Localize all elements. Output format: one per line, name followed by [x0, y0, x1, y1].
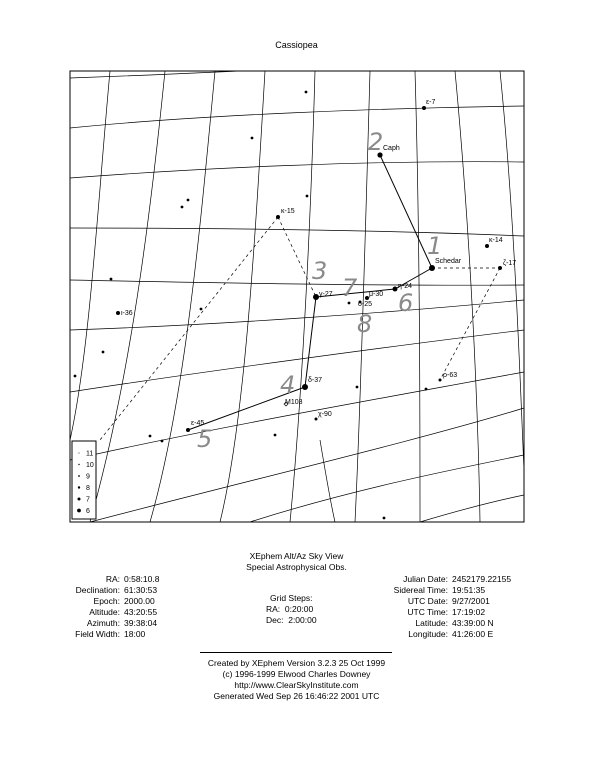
field-star: [102, 351, 105, 354]
grid-dec: Dec: 2:00:00: [266, 615, 317, 625]
star-label-e-7: ε-7: [426, 99, 436, 106]
legend-dot-8: [78, 486, 80, 488]
star-label-k-14: κ-14: [489, 237, 503, 244]
right-row: [380, 629, 493, 639]
star-label-m-30: μ-30: [369, 291, 384, 298]
field-star: [74, 375, 77, 378]
left-row: [50, 585, 157, 595]
star-label-o-25: ο-25: [358, 301, 373, 308]
right-label: UTC Time:: [407, 607, 448, 617]
right-value: 43:39:00 N: [452, 618, 494, 628]
field-star: [274, 434, 277, 437]
legend-label-7: 7: [86, 496, 90, 504]
right-row: [380, 596, 490, 606]
grid-steps-title: Grid Steps:: [270, 593, 313, 603]
star-p-63: [439, 379, 442, 382]
field-star: [187, 199, 190, 202]
field-star: [181, 206, 184, 209]
field-star: [306, 195, 309, 198]
field-star: [383, 517, 386, 520]
left-value: 43:20:55: [124, 607, 158, 617]
legend-label-6: 6: [86, 508, 90, 515]
right-label: Sidereal Time:: [393, 585, 448, 595]
right-label: UTC Date:: [407, 596, 448, 606]
field-star: [200, 308, 203, 311]
field-star: [110, 278, 113, 281]
star-e-7: [422, 106, 426, 110]
star-d-37: [302, 384, 308, 390]
right-row: [380, 618, 494, 628]
number-7: 7: [342, 274, 358, 302]
field-star: [356, 386, 359, 389]
legend-dot-6: [77, 509, 81, 513]
star-label-z-17: ζ-17: [503, 260, 517, 267]
star-label-p-63: ρ-63: [443, 372, 458, 379]
asterism-lines: [188, 155, 432, 430]
left-label: Altitude:: [89, 607, 120, 617]
right-label: Julian Date:: [403, 574, 448, 584]
left-row: [50, 618, 157, 628]
star-label-n-24: η-24: [398, 283, 413, 290]
star-label-k-15: κ-15: [281, 208, 295, 215]
line-caph-schedar: [380, 155, 432, 268]
right-row: [380, 607, 485, 617]
left-value: 61:30:53: [124, 585, 158, 595]
number-1: 1: [427, 232, 443, 260]
left-label: Epoch:: [93, 596, 120, 606]
magnitude-legend: [72, 441, 96, 519]
legend-dot-11: [79, 453, 80, 454]
star-label-l-36: ι-36: [121, 310, 133, 317]
legend-dot-7: [78, 498, 81, 501]
legend-label-10: 10: [86, 462, 94, 469]
legend-dot-10: [78, 464, 79, 465]
left-label: Azimuth:: [86, 618, 120, 628]
field-star: [149, 435, 152, 438]
star-label-d-37: δ-37: [308, 377, 323, 384]
heading-2: Special Astrophysical Obs.: [246, 562, 347, 572]
star-label-M103: M103: [285, 399, 303, 406]
legend-label-8: 8: [86, 485, 90, 492]
footer-heading: [0, 551, 593, 573]
right-value: 9/27/2001: [452, 596, 490, 606]
right-row: [380, 585, 485, 595]
field-star: [251, 137, 254, 140]
right-value: 41:26:00 E: [452, 629, 494, 639]
legend-label-11: 11: [86, 450, 94, 458]
star-label-e-45: ε-45: [191, 420, 205, 427]
number-5: 5: [197, 425, 213, 453]
field-star: [305, 91, 308, 94]
credit-line: Created by XEphem Version 3.2.3 25 Oct 1999: [207, 658, 386, 668]
star-k-15: [276, 215, 280, 219]
field-star: [348, 302, 351, 305]
credit-line: http://www.ClearSkyInstitute.com: [234, 680, 359, 690]
chart-title: Cassiopea: [275, 40, 318, 50]
left-row: [50, 629, 145, 639]
star-label-g-27: γ-27: [319, 291, 333, 298]
right-label: Latitude:: [415, 618, 448, 628]
number-6: 6: [398, 289, 414, 317]
left-label: Field Width:: [75, 629, 120, 639]
left-row: [50, 574, 159, 584]
star-label-x-90: χ-90: [318, 411, 332, 418]
number-2: 2: [368, 128, 384, 156]
star-e-45: [186, 428, 190, 432]
grid-ra: RA: 0:20:00: [266, 604, 314, 614]
right-label: Longitude:: [408, 629, 448, 639]
left-value: 18:00: [124, 629, 146, 639]
stars: [74, 91, 502, 520]
star-label-Schedar: Schedar: [435, 258, 462, 265]
number-4: 4: [280, 371, 296, 399]
field-star: [425, 388, 428, 391]
right-value: 19:51:35: [452, 585, 486, 595]
star-l-36: [116, 311, 120, 315]
star-z-17: [498, 266, 502, 270]
credit-line: (c) 1996-1999 Elwood Charles Downey: [222, 669, 371, 679]
left-value: 39:38:04: [124, 618, 158, 628]
right-row: [380, 574, 511, 584]
credits: [0, 658, 593, 702]
left-row: [50, 596, 155, 606]
legend-label-9: 9: [86, 473, 90, 481]
star-n-24: [393, 287, 398, 292]
line-gamma-delta: [305, 297, 316, 387]
left-value: 0:58:10.8: [124, 574, 160, 584]
star-label-Caph: Caph: [383, 145, 400, 152]
left-label: RA:: [105, 574, 120, 584]
left-label: Declination:: [75, 585, 120, 595]
right-value: 2452179.22155: [452, 574, 512, 584]
divider: [200, 652, 392, 653]
star-k-14: [485, 244, 489, 248]
legend-dot-9: [78, 475, 80, 477]
number-3: 3: [312, 257, 328, 285]
right-value: 17:19:02: [452, 607, 486, 617]
number-8: 8: [357, 310, 373, 338]
map-frame: [70, 71, 524, 522]
credit-line: Generated Wed Sep 26 16:46:22 2001 UTC: [213, 691, 380, 701]
star-Schedar: [429, 265, 435, 271]
grid-lines: [70, 71, 524, 522]
heading-1: XEphem Alt/Az Sky View: [249, 551, 344, 561]
field-star: [161, 440, 164, 443]
left-row: [50, 607, 157, 617]
left-value: 2000.00: [124, 596, 155, 606]
